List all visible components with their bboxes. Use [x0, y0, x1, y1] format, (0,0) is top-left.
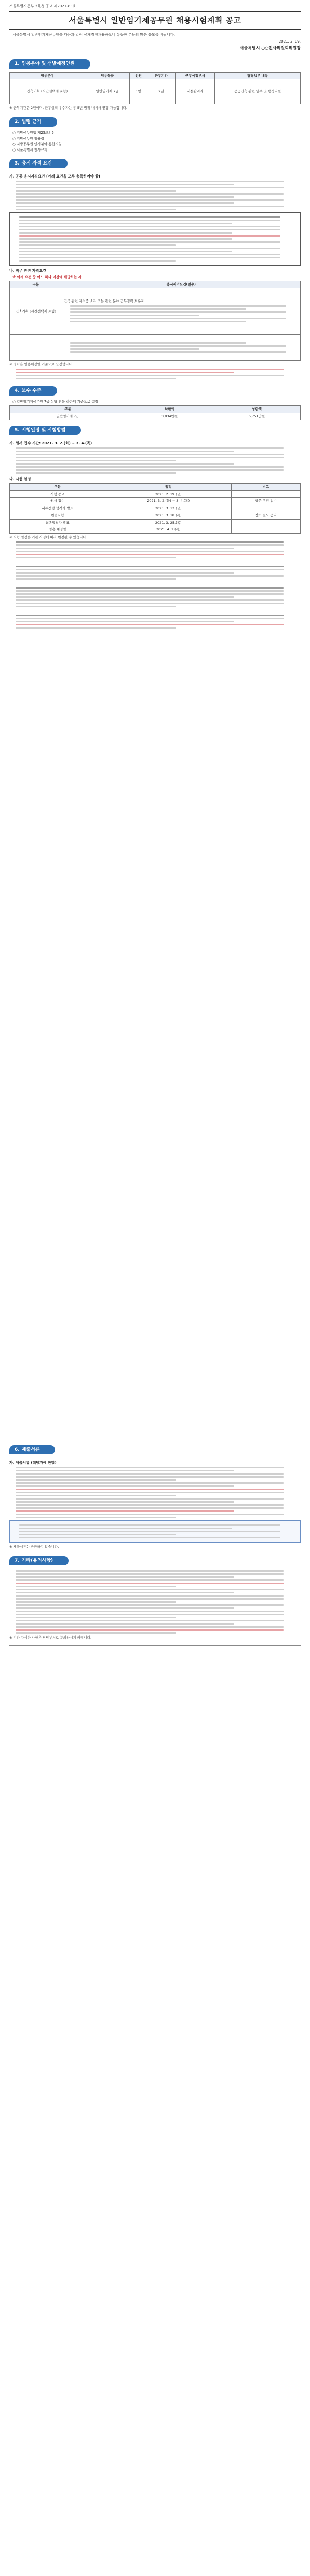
- salary-lead: ○ 일반임기제공무원 7급 상당 연봉 하한액 기준으로 결정: [12, 400, 98, 404]
- eligibility-subheading: 가. 공통 응시자격요건 (아래 요건을 모두 충족하여야 함): [9, 174, 100, 179]
- application-period: 가. 원서 접수 기간: 2021. 3. 2.(화) ~ 3. 4.(목): [9, 441, 92, 445]
- issuing-organization: 서울특별시 ○○인사위원회위원장: [239, 45, 301, 50]
- qualification-table: [9, 281, 301, 361]
- table-cell: [231, 505, 300, 512]
- section-1-note: ※ 근무기간은 2년이며, 근무실적 우수자는 총 5년 범위 내에서 연장 가능합니다.: [9, 106, 127, 111]
- table-cell: 시험 공고: [10, 490, 105, 498]
- section-3-heading: 3. 응시 자격 요건: [9, 159, 68, 168]
- qualification-emphasis: ※ 아래 요건 중 어느 하나 이상에 해당하는 자: [12, 275, 82, 279]
- table-cell: 2년: [147, 79, 176, 104]
- table-cell: [231, 526, 300, 534]
- table-header: 구분: [10, 483, 105, 490]
- table-cell: 원서 접수: [10, 498, 105, 505]
- documents-note: ※ 제출서류는 반환하지 않습니다.: [9, 1545, 59, 1549]
- section-4-heading: 4. 보수 수준: [9, 386, 57, 396]
- notice-text-block: [9, 1570, 301, 1634]
- document-title: 서울특별시 일반임기제공무원 채용시험계획 공고: [9, 11, 301, 29]
- table-header: 근무예정부서: [176, 72, 215, 79]
- table-header: 담당업무 내용: [215, 72, 301, 79]
- table-cell: 2021. 3. 25.(목): [105, 519, 231, 526]
- table-cell: 2021. 3. 2.(화) ~ 3. 4.(목): [105, 498, 231, 505]
- table-cell: 건축기획 (시간선택제 포함): [10, 79, 85, 104]
- job-qualification-subheading: 나. 직무 관련 자격요건: [9, 269, 46, 274]
- table-cell: 2021. 3. 12.(금): [105, 505, 231, 512]
- table-cell: [231, 490, 300, 498]
- law-item: ○ 지방공무원법 제25조의5: [12, 131, 54, 135]
- table-header: 비고: [231, 483, 300, 490]
- table-cell: 2021. 4. 1.(목): [105, 526, 231, 534]
- announcement-date: 2021. 2. 19.: [278, 39, 301, 44]
- law-item: ○ 지방공무원 임용령: [12, 137, 44, 141]
- intro-text: 서울특별시 일반임기제공무원을 다음과 같이 공개경쟁채용하오니 유능한 분들의 많은 응모를 바랍니다.: [12, 32, 176, 37]
- table-cell: 시설관리과: [176, 79, 215, 104]
- table-header: 인원: [130, 72, 147, 79]
- table-cell: 일반임기제 7급: [85, 79, 130, 104]
- law-item: ○ 서울특별시 인사규칙: [12, 147, 48, 152]
- table-cell: 5,751만원: [213, 413, 300, 420]
- table-header: 구분: [10, 281, 62, 288]
- table-cell: 임용 예정일: [10, 526, 105, 534]
- exam-schedule-subheading: 나. 시험 일정: [9, 477, 31, 482]
- schedule-note: ※ 시험 일정은 기관 사정에 따라 변경될 수 있습니다.: [9, 535, 87, 540]
- exam-schedule-table: [9, 483, 301, 534]
- table-header: 상한액: [213, 406, 300, 413]
- documents-subheading: 가. 제출서류 (해당자에 한함): [9, 1461, 57, 1465]
- table-header: 근무기간: [147, 72, 176, 79]
- table-cell: 1명: [130, 79, 147, 104]
- law-item: ○ 지방공무원 인사분야 통합지침: [12, 142, 62, 146]
- closing-note: ※ 기타 자세한 사항은 담당부서로 문의하시기 바랍니다.: [9, 1635, 92, 1640]
- spacer-region: [9, 630, 301, 1440]
- section-7-heading: 7. 기타(유의사항): [9, 1556, 69, 1565]
- table-cell: 3,834만원: [126, 413, 213, 420]
- table-cell: 공공건축 관련 업무 및 행정지원: [215, 79, 301, 104]
- qualification-note: ※ 경력은 임용예정일 기준으로 산정합니다.: [9, 362, 73, 367]
- table-cell: 서류전형 합격자 발표: [10, 505, 105, 512]
- section-6-heading: 6. 제출서류: [9, 1445, 55, 1454]
- table-cell: 건축기획 (시간선택제 포함): [10, 288, 62, 335]
- eligibility-box: [9, 212, 301, 266]
- document-number: 서울특별시동부교육청 공고 제2021-83호: [9, 4, 76, 8]
- table-header: 임용분야: [10, 72, 85, 79]
- documents-list: [9, 1467, 301, 1518]
- table-header: 임용등급: [85, 72, 130, 79]
- exam-method-block: [9, 541, 301, 629]
- table-header: 구분: [10, 406, 126, 413]
- application-text-block: [9, 447, 301, 474]
- eligibility-text-block: [9, 181, 301, 210]
- section-5-heading: 5. 시험일정 및 시험방법: [9, 426, 81, 435]
- table-cell: 면접시험: [10, 512, 105, 519]
- table-cell: 일반임기제 7급: [10, 413, 126, 420]
- table-cell: [62, 335, 300, 361]
- table-header: 응시자격요건(필수): [62, 281, 300, 288]
- table-cell: 2021. 3. 18.(목): [105, 512, 231, 519]
- footer-divider: [9, 1645, 301, 1646]
- table-cell: 2021. 2. 19.(금): [105, 490, 231, 498]
- table-cell: 건축 관련 자격증 소지 또는 관련 분야 근무경력 보유자: [62, 288, 300, 335]
- qualification-notes-block: [9, 369, 301, 379]
- table-header: 하한액: [126, 406, 213, 413]
- section-1-heading: 1. 임용분야 및 선발예정인원: [9, 59, 90, 69]
- table-cell: 장소 별도 공지: [231, 512, 300, 519]
- section-2-heading: 2. 법령 근거: [9, 117, 57, 127]
- table-cell: [231, 519, 300, 526]
- recruitment-table: [9, 72, 301, 105]
- documents-box: [9, 1520, 301, 1543]
- table-cell: [10, 335, 62, 361]
- salary-table: [9, 405, 301, 420]
- table-header: 일정: [105, 483, 231, 490]
- table-cell: 최종합격자 발표: [10, 519, 105, 526]
- table-cell: 방문·우편 접수: [231, 498, 300, 505]
